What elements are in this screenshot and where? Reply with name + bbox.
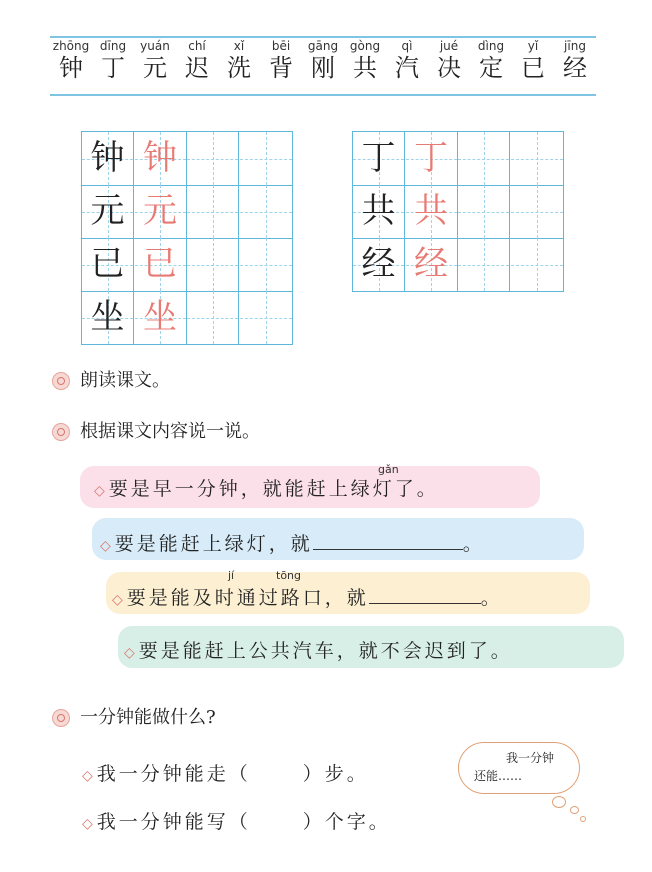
char-pinyin: yuán	[140, 39, 170, 53]
model-character: 共	[361, 191, 396, 231]
grid-cell	[406, 185, 458, 238]
bubble-dot	[580, 816, 586, 822]
trace-character: 共	[414, 191, 448, 231]
strip-bottom-line	[50, 94, 596, 96]
trace-character: 已	[143, 244, 177, 284]
pinyin-tong: tōng	[276, 569, 301, 582]
sentence-1-text: 要是早一分钟，就能赶上绿灯了。	[108, 478, 439, 500]
grid-cell[interactable]	[240, 132, 292, 185]
sentence-2-text: 要是能赶上绿灯，就	[114, 533, 313, 555]
grid-row	[82, 185, 292, 239]
char-hanzi: 迟	[185, 54, 209, 82]
char-hanzi: 元	[143, 54, 167, 82]
new-char-4	[219, 38, 259, 82]
new-char-1	[93, 38, 133, 82]
char-hanzi: 汽	[395, 54, 419, 82]
char-hanzi: 刚	[311, 54, 335, 82]
diamond-icon: ◇	[112, 592, 123, 608]
grid-cell[interactable]	[511, 238, 563, 291]
char-pinyin: gòng	[349, 39, 381, 53]
writing-grid-left	[81, 131, 293, 345]
char-pinyin: qì	[401, 39, 413, 53]
model-character: 钟	[90, 138, 125, 178]
new-characters-row	[50, 38, 596, 94]
sentence-2: ◇ 要是能赶上绿灯，就 。	[100, 533, 485, 555]
new-char-9	[429, 38, 469, 82]
grid-cell	[82, 238, 134, 291]
pinyin-ji: jí	[228, 569, 235, 582]
grid-cell[interactable]	[511, 132, 563, 185]
trace-character: 坐	[143, 297, 177, 337]
new-char-5	[261, 38, 301, 82]
grid-cell	[135, 185, 187, 238]
grid-cell[interactable]	[458, 185, 510, 238]
model-character: 坐	[90, 297, 125, 337]
sentence-4	[124, 639, 513, 665]
grid-cell[interactable]	[187, 291, 239, 344]
char-pinyin: jué	[439, 39, 459, 53]
trace-character: 钟	[143, 138, 177, 178]
trace-character: 经	[414, 244, 448, 284]
grid-cell[interactable]	[187, 238, 239, 291]
grid-cell[interactable]	[187, 132, 239, 185]
grid-row	[353, 185, 563, 239]
sentence-3-text: 要是能及时通过路口，就	[126, 587, 369, 609]
grid-row	[353, 132, 563, 186]
model-character: 元	[90, 191, 125, 231]
sentence-1	[94, 477, 439, 503]
section-discuss: 根据课文内容说一说。	[80, 421, 260, 442]
char-pinyin: gāng	[307, 39, 339, 53]
char-hanzi: 决	[437, 54, 461, 82]
grid-cell	[406, 238, 458, 291]
new-char-2	[135, 38, 175, 82]
diamond-icon: ◇	[124, 645, 135, 661]
grid-cell[interactable]	[240, 291, 292, 344]
char-hanzi: 已	[521, 54, 545, 82]
diamond-icon: ◇	[94, 483, 105, 499]
grid-cell	[353, 185, 405, 238]
grid-row	[82, 238, 292, 292]
diamond-icon: ◇	[82, 816, 93, 832]
bubble-line-2: 还能……	[474, 769, 523, 783]
grid-cell[interactable]	[458, 132, 510, 185]
grid-row	[353, 238, 563, 291]
char-hanzi: 洗	[227, 54, 251, 82]
bubble-line-1: 我一分钟	[506, 751, 555, 765]
grid-cell	[82, 291, 134, 344]
char-pinyin: zhōng	[52, 39, 90, 53]
trace-character: 元	[143, 191, 177, 231]
char-pinyin: jīng	[564, 39, 586, 53]
grid-cell[interactable]	[240, 185, 292, 238]
section-bullet-icon	[52, 423, 70, 441]
sentence-3: ◇ 要是能及时通过路口，就 。	[112, 587, 503, 609]
question-1: ◇ 我一分钟能走（ ）步。	[82, 763, 369, 785]
new-char-10	[471, 38, 511, 82]
section-one-minute: 一分钟能做什么?	[80, 707, 216, 728]
char-hanzi: 钟	[59, 54, 83, 82]
grid-cell[interactable]	[511, 185, 563, 238]
writing-grid-right	[352, 131, 564, 292]
bubble-dot	[570, 806, 579, 814]
grid-cell	[135, 132, 187, 185]
grid-cell[interactable]	[458, 238, 510, 291]
bubble-dot	[552, 796, 566, 808]
grid-cell[interactable]	[187, 185, 239, 238]
char-hanzi: 背	[269, 54, 293, 82]
grid-cell[interactable]	[240, 238, 292, 291]
model-character: 经	[361, 244, 396, 284]
grid-cell	[353, 238, 405, 291]
new-char-7	[345, 38, 385, 82]
grid-cell	[82, 185, 134, 238]
answer-blank[interactable]	[313, 531, 463, 550]
new-char-11	[513, 38, 553, 82]
section-read-aloud: 朗读课文。	[80, 370, 170, 391]
char-pinyin: xǐ	[233, 39, 245, 53]
char-hanzi: 定	[479, 54, 503, 82]
char-pinyin: yǐ	[527, 39, 539, 53]
char-pinyin: dīng	[99, 39, 127, 53]
section-bullet-icon	[52, 372, 70, 390]
grid-cell	[135, 291, 187, 344]
char-pinyin: bēi	[271, 39, 291, 53]
pinyin-gan: gǎn	[378, 463, 399, 476]
char-hanzi: 共	[353, 54, 377, 82]
grid-cell	[82, 132, 134, 185]
question-2: ◇ 我一分钟能写（ ）个字。	[82, 811, 391, 833]
grid-row	[82, 132, 292, 186]
char-pinyin: chí	[188, 39, 206, 53]
model-character: 丁	[361, 138, 396, 178]
new-char-3	[177, 38, 217, 82]
new-char-0	[51, 38, 91, 82]
char-hanzi: 丁	[101, 54, 125, 82]
answer-blank[interactable]	[369, 585, 481, 604]
model-character: 已	[90, 244, 125, 284]
char-pinyin: dìng	[477, 39, 505, 53]
section-bullet-icon	[52, 709, 70, 727]
diamond-icon: ◇	[82, 768, 93, 784]
grid-cell	[135, 238, 187, 291]
new-char-6	[303, 38, 343, 82]
diamond-icon: ◇	[100, 538, 111, 554]
new-char-8	[387, 38, 427, 82]
char-hanzi: 经	[563, 54, 587, 82]
new-char-12	[555, 38, 595, 82]
grid-row	[82, 291, 292, 344]
grid-cell	[406, 132, 458, 185]
trace-character: 丁	[414, 138, 448, 178]
sentence-4-text: 要是能赶上公共汽车，就不会迟到了。	[138, 640, 513, 662]
grid-cell	[353, 132, 405, 185]
